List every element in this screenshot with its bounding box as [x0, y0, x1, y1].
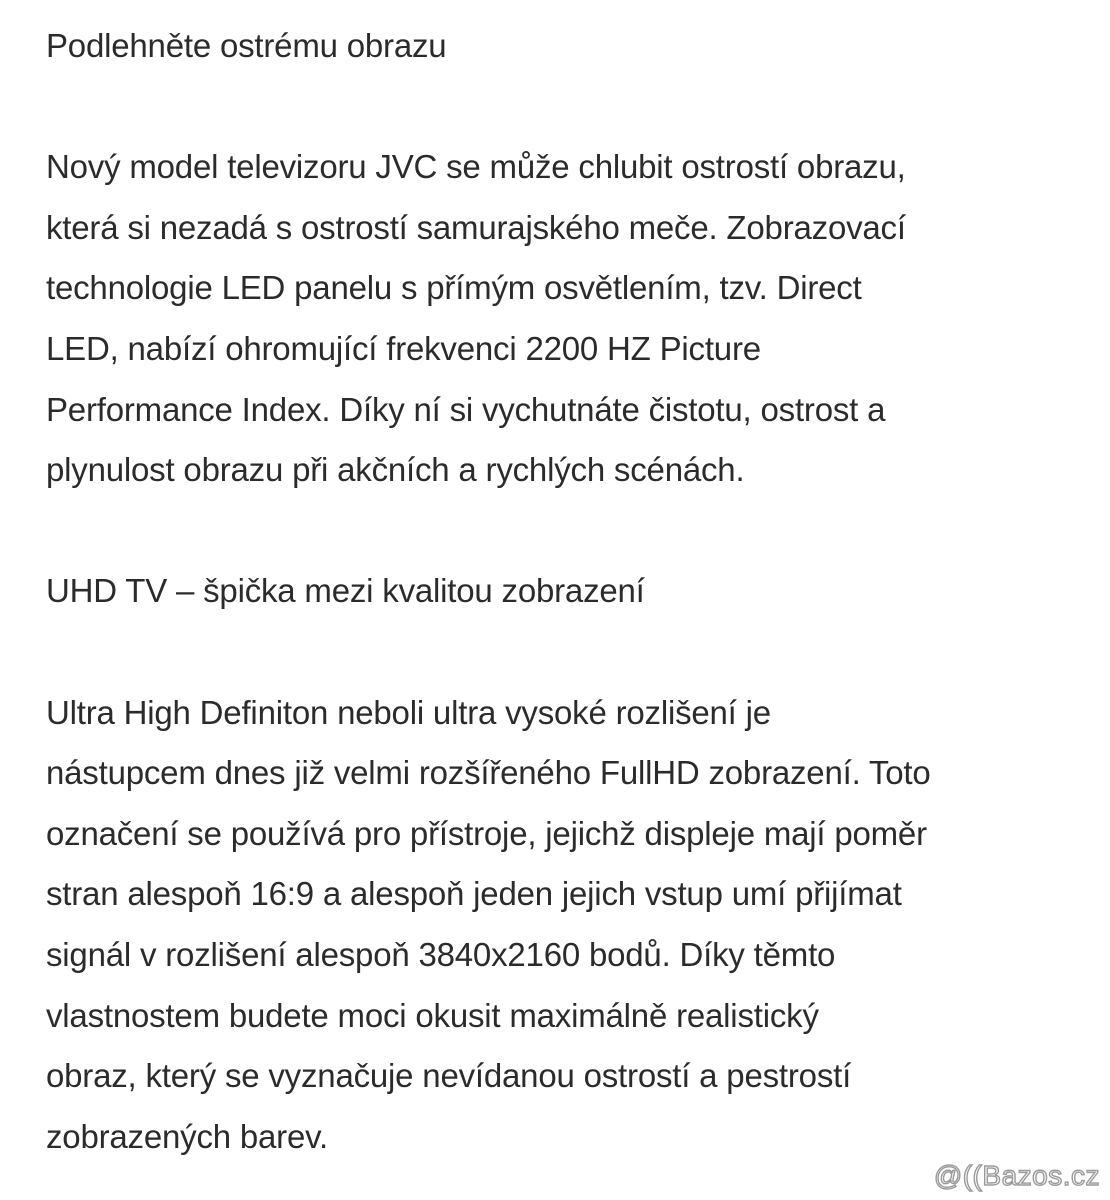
paragraph-line: signál v rozlišení alespoň 3840x2160 bodů. Díky těmto [46, 935, 836, 973]
paragraph-spacer [46, 622, 1086, 683]
bazos-watermark-text: Bazos.cz [982, 1160, 1100, 1191]
paragraph-line: obraz, který se vyznačuje nevídanou ostrostí a pestrostí [46, 1057, 852, 1095]
paragraph-spacer [46, 501, 1086, 562]
paragraph-line: Performance Index. Díky ní si vychutnáte čistotu, ostrost a [46, 390, 886, 428]
section-heading-sharpness: Podlehněte ostrému obrazu [46, 27, 447, 64]
paragraph-jvc-sharpness [46, 137, 1086, 501]
paragraph-line: LED, nabízí ohromující frekvenci 2200 HZ Picture [46, 329, 761, 367]
paragraph-line: plynulost obrazu při akčních a rychlých scénách. [46, 451, 745, 489]
paragraph-line: označení se používá pro přístroje, jejichž displeje mají poměr [46, 814, 927, 852]
paragraph-line: nástupcem dnes již velmi rozšířeného FullHD zobrazení. Toto [46, 754, 931, 792]
section-heading-uhd: UHD TV – špička mezi kvalitou zobrazení [46, 572, 645, 610]
paragraph-uhd-definition [46, 683, 1086, 1168]
paragraph-line: Nový model televizoru JVC se může chlubit ostrostí obrazu, [46, 148, 906, 186]
paragraph-line: zobrazených barev. [46, 1117, 328, 1155]
bazos-watermark [934, 1156, 1100, 1196]
bazos-logo-icon: @(( [933, 1160, 983, 1191]
paragraph-spacer [46, 77, 1086, 138]
paragraph-line: která si nezadá s ostrostí samurajského meče. Zobrazovací [46, 208, 906, 246]
paragraph-line: vlastnostem budete moci okusit maximálně realistický [46, 996, 819, 1034]
paragraph-line: stran alespoň 16:9 a alespoň jeden jejich vstup umí přijímat [46, 875, 902, 913]
article-body [46, 16, 1086, 1167]
paragraph-line: Ultra High Definiton neboli ultra vysoké rozlišení je [46, 693, 771, 731]
paragraph-line: technologie LED panelu s přímým osvětlením, tzv. Direct [46, 269, 862, 307]
